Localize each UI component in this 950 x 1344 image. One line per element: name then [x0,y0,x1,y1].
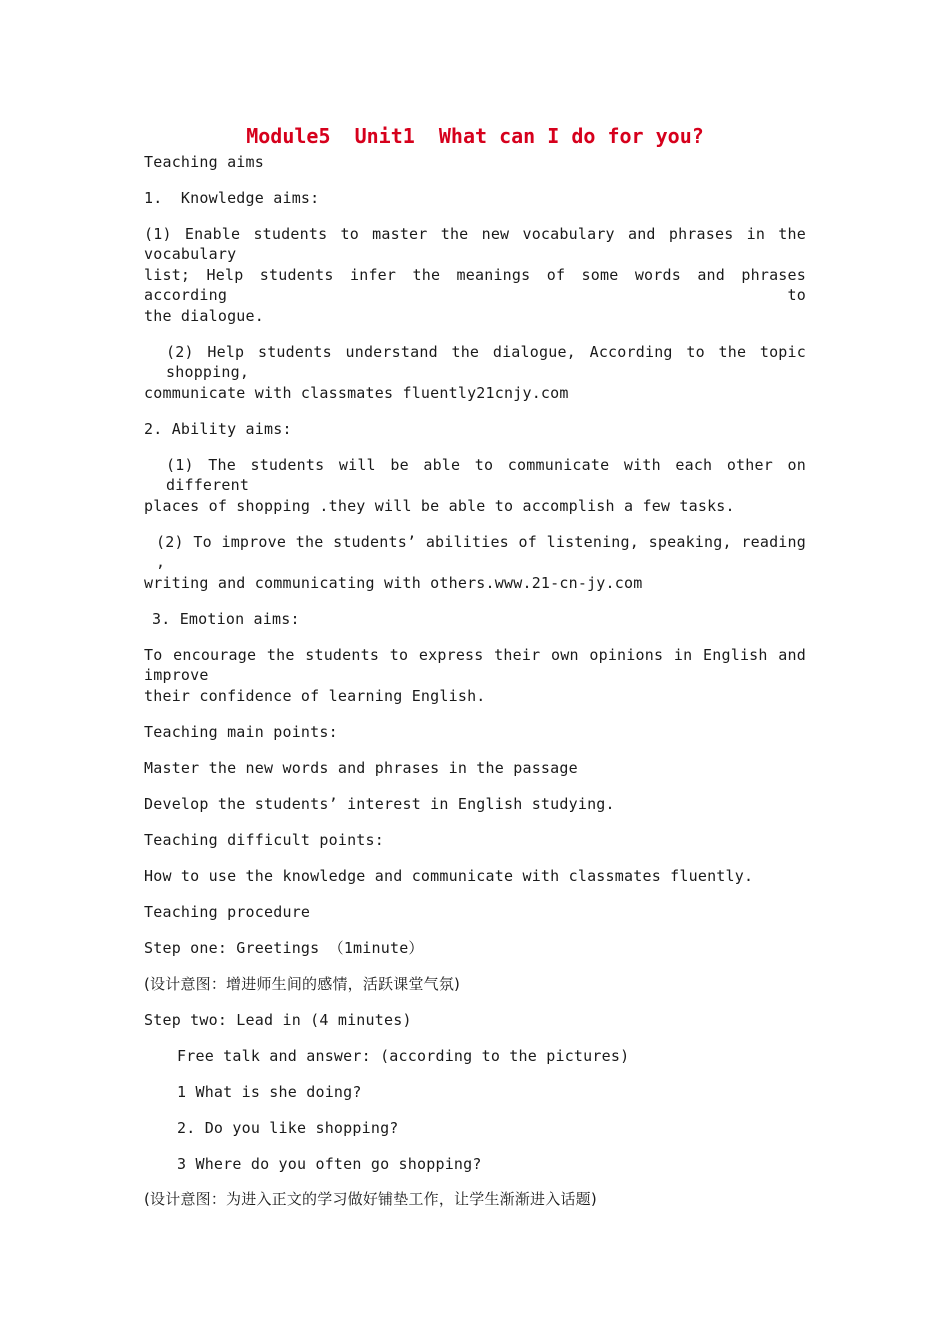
paragraph-line: writing and communicating with others.www.21-cn-jy.com [144,574,643,592]
page-title: Module5 Unit1 What can I do for you? [246,124,704,148]
design-intent-note: (设计意图：增进师生间的感情，活跃课堂气氛) [144,975,461,993]
paragraph-line: communicate with classmates fluently21cnjy.com [144,384,569,402]
step-heading: Step two: Lead in (4 minutes) [144,1011,412,1029]
paragraph-line: (1) Enable students to master the new vocabulary and phrases in the vocabulary [144,225,806,263]
design-intent-note: (设计意图：为进入正文的学习做好铺垫工作，让学生渐渐进入话题) [144,1190,597,1208]
paragraph-line: places of shopping .they will be able to accomplish a few tasks. [144,497,735,515]
paragraph-line: How to use the knowledge and communicate with classmates fluently. [144,867,754,885]
step-heading: Step one: Greetings （1minute） [144,939,424,957]
subsection-heading: 1. Knowledge aims: [144,189,320,207]
list-item: 1 What is she doing? [177,1083,362,1101]
paragraph-line: list; Help students infer the meanings of some words and phrases according to [144,266,806,304]
paragraph-line: Master the new words and phrases in the passage [144,759,578,777]
section-heading: Teaching aims [144,153,264,171]
paragraph-line: (2) To improve the students’ abilities of listening, speaking, reading , [156,533,806,571]
paragraph-line: To encourage the students to express their own opinions in English and improve [144,646,806,684]
section-heading: Teaching main points: [144,723,338,741]
section-heading: Teaching procedure [144,903,311,921]
paragraph-line: (2) Help students understand the dialogue, According to the topic shopping, [166,343,806,381]
paragraph-line: their confidence of learning English. [144,687,486,705]
subsection-heading: 3. Emotion aims: [152,610,300,628]
list-item: 3 Where do you often go shopping? [177,1155,482,1173]
subsection-heading: 2. Ability aims: [144,420,292,438]
paragraph-line: Free talk and answer: (according to the pictures) [177,1047,630,1065]
list-item: 2. Do you like shopping? [177,1119,399,1137]
paragraph-line: (1) The students will be able to communicate with each other on different [166,456,806,494]
paragraph-line: the dialogue. [144,307,264,325]
section-heading: Teaching difficult points: [144,831,384,849]
paragraph-line: Develop the students’ interest in English studying. [144,795,615,813]
